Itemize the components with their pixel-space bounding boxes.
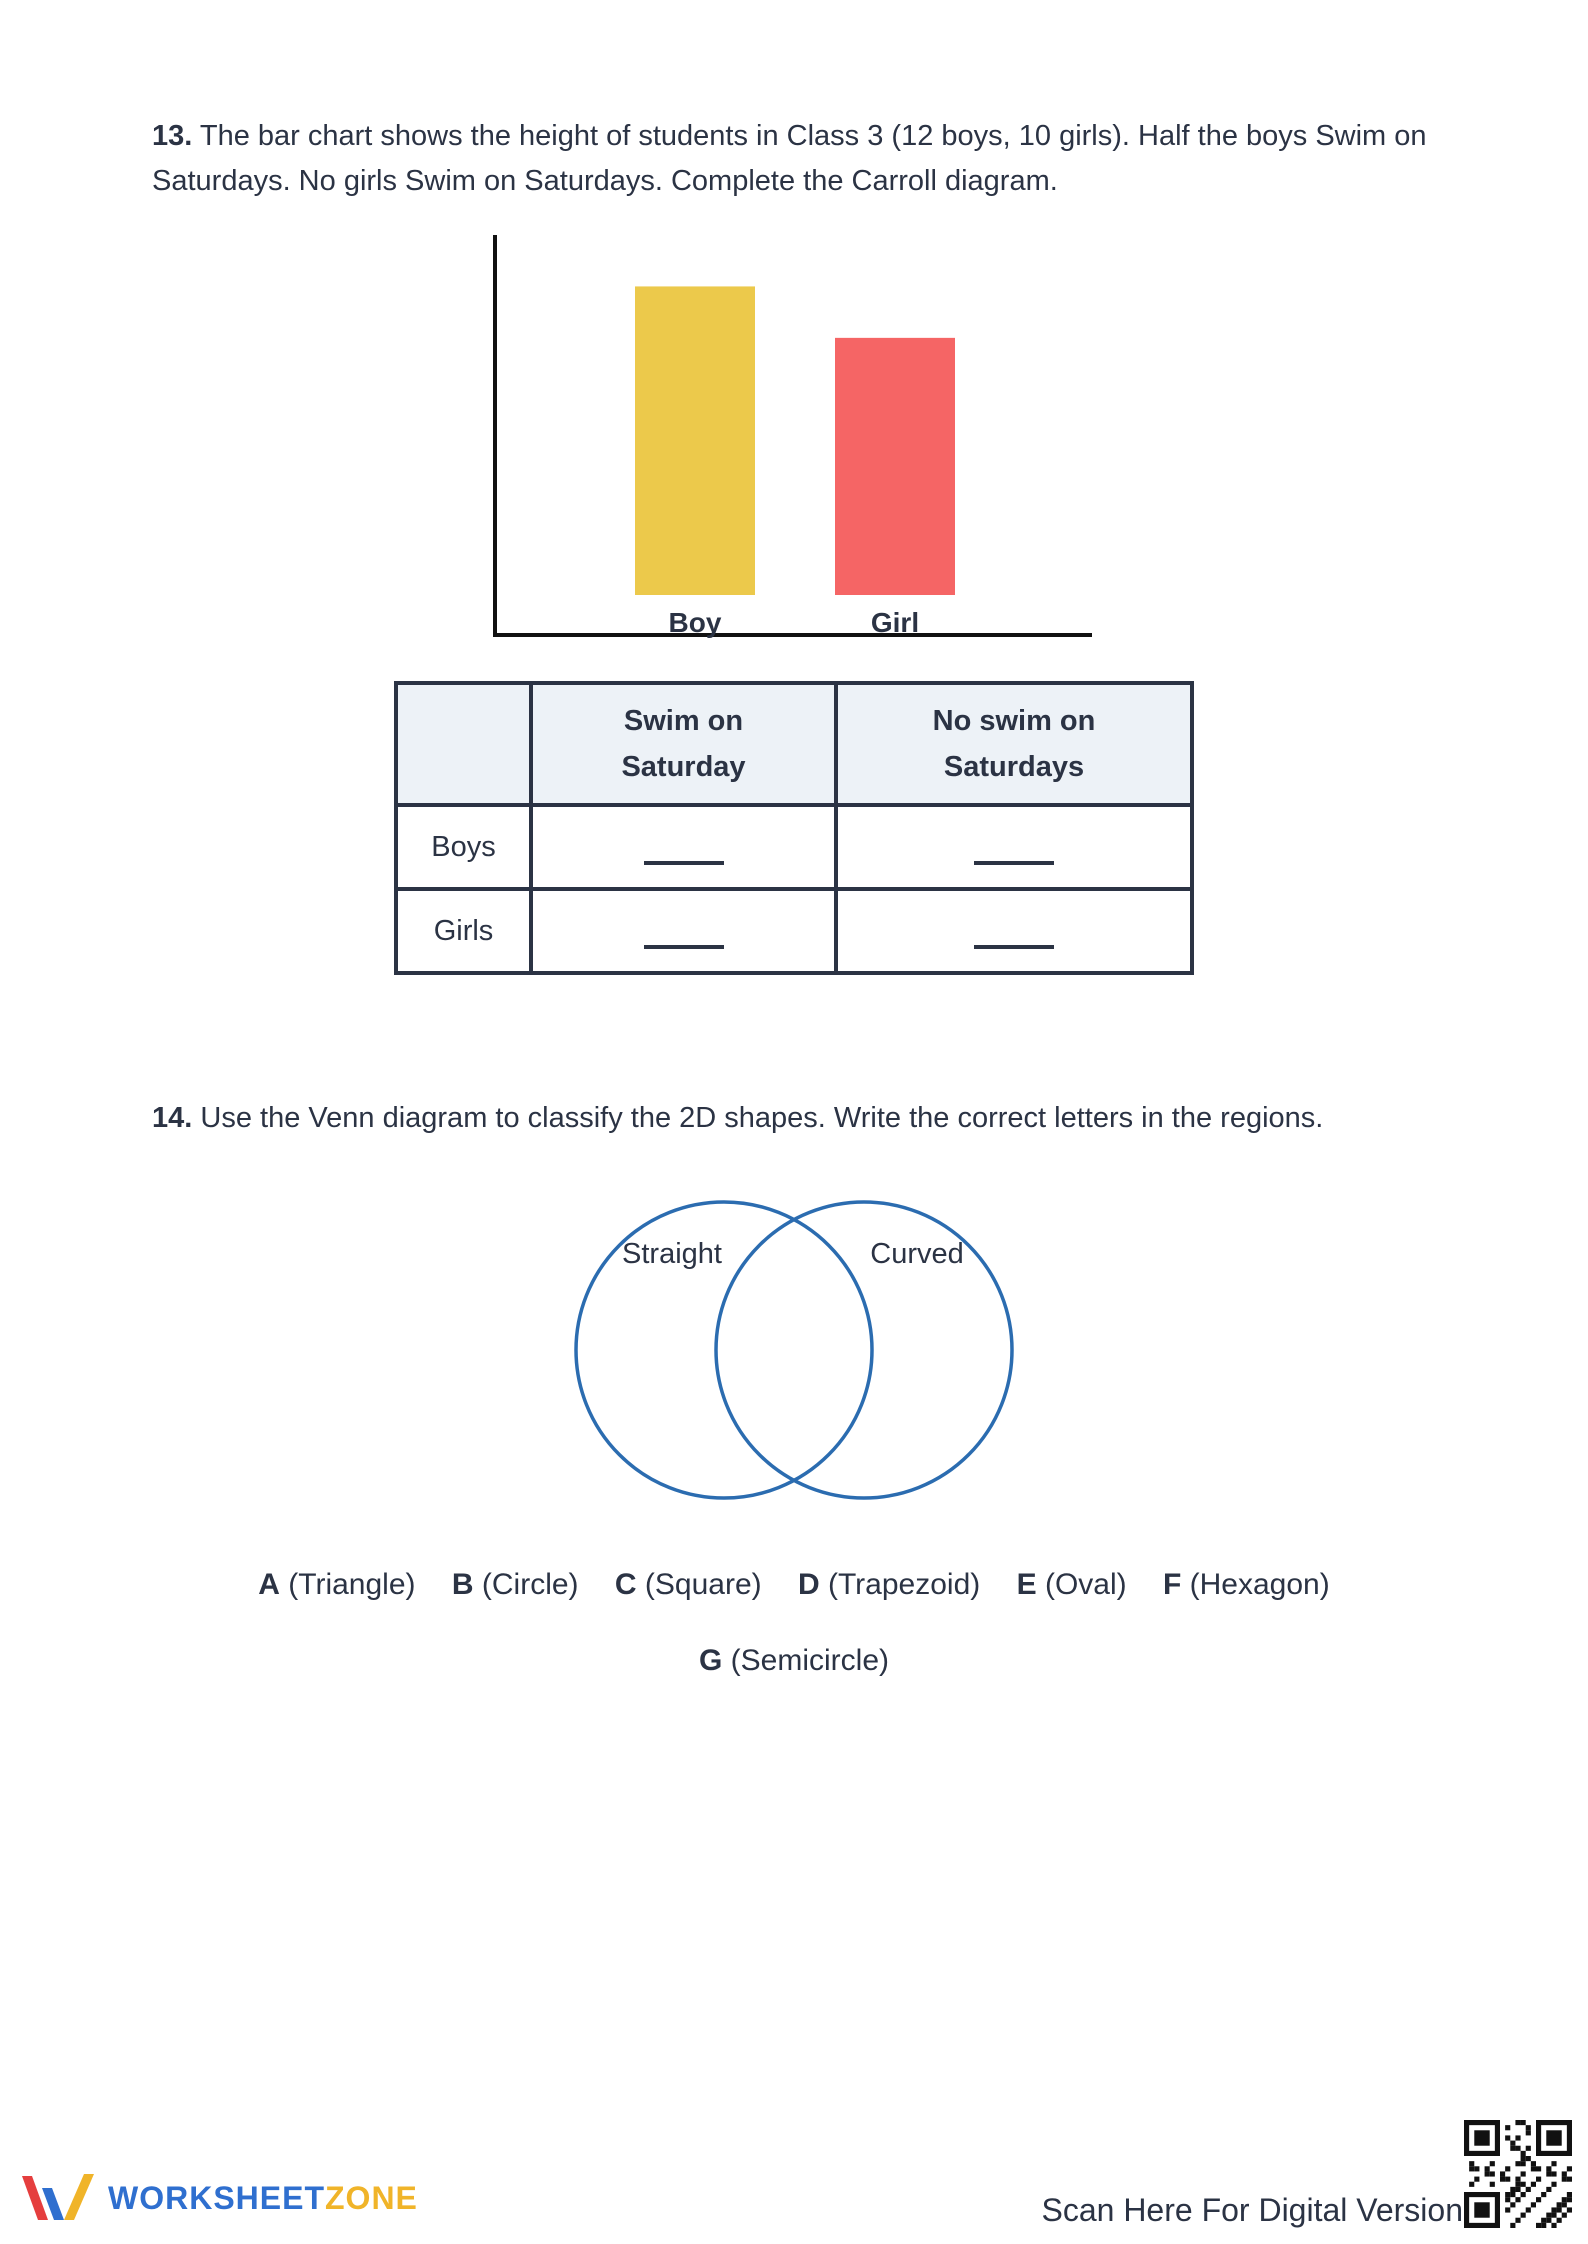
venn-label-straight: Straight	[622, 1238, 722, 1270]
worksheetzone-logo-icon	[18, 2168, 98, 2226]
shape-option-d	[798, 1568, 980, 1601]
brand-name-part2: ZONE	[325, 2180, 418, 2216]
shape-letter: D	[797, 1568, 820, 1601]
bar-boy	[635, 286, 755, 595]
scan-caption: Scan Here For Digital Version	[1041, 2192, 1463, 2228]
shape-name: (Circle)	[481, 1568, 579, 1601]
carroll-row-boys	[396, 805, 1192, 889]
answer-blank[interactable]	[974, 945, 1054, 949]
qr-code-icon[interactable]	[1464, 2120, 1572, 2228]
shape-letter: B	[451, 1568, 474, 1601]
shape-name: (Triangle)	[288, 1568, 416, 1601]
carroll-cell-boys-swim[interactable]	[531, 805, 836, 889]
brand-name	[108, 2180, 418, 2217]
bar-chart	[480, 235, 1100, 655]
carroll-header-no-swim	[836, 683, 1192, 805]
shape-letter: A	[258, 1568, 280, 1601]
question-14-number: 14.	[152, 1102, 193, 1134]
carroll-row-girls	[396, 889, 1192, 973]
shape-option-g	[699, 1644, 889, 1677]
carroll-row-label-boys: Boys	[396, 805, 531, 889]
shape-letter: E	[1016, 1568, 1037, 1601]
carroll-corner-cell	[396, 683, 531, 805]
question-13-number: 13.	[152, 120, 193, 152]
brand-name-part1: WORKSHEET	[108, 2180, 325, 2216]
shape-options-row-2	[0, 1644, 1588, 1678]
shape-option-b	[452, 1568, 579, 1601]
answer-blank[interactable]	[644, 861, 724, 865]
shape-name: (Hexagon)	[1189, 1568, 1330, 1601]
shape-option-f	[1163, 1568, 1330, 1601]
answer-blank[interactable]	[974, 861, 1054, 865]
shape-option-c	[615, 1568, 762, 1601]
shape-name: (Semicircle)	[730, 1644, 890, 1677]
carroll-diagram	[394, 681, 1194, 975]
venn-circle-straight	[576, 1202, 872, 1498]
shape-name: (Trapezoid)	[827, 1568, 981, 1601]
shape-options-row-1	[0, 1568, 1588, 1602]
question-14-body: Use the Venn diagram to classify the 2D shapes. Write the correct letters in the regions.	[200, 1102, 1324, 1134]
question-14-text	[152, 1096, 1452, 1141]
shape-letter: G	[698, 1644, 723, 1677]
shape-option-a	[258, 1568, 415, 1601]
venn-label-curved: Curved	[870, 1238, 964, 1270]
shape-letter: F	[1162, 1568, 1182, 1601]
carroll-header-swim-label: Swim on Saturday	[621, 705, 746, 783]
category-label-girl: Girl	[870, 607, 920, 638]
shape-name: (Oval)	[1044, 1568, 1127, 1601]
carroll-header-row	[396, 683, 1192, 805]
shape-name: (Square)	[644, 1568, 762, 1601]
bar-girl	[835, 338, 955, 595]
question-13-body: The bar chart shows the height of students in Class 3 (12 boys, 10 girls). Half the boys Swim on Saturdays. No girls Swim on Saturdays. Complete the Carroll diagram.	[152, 120, 1427, 197]
venn-diagram	[560, 1190, 1040, 1510]
shape-option-e	[1017, 1568, 1127, 1601]
question-13-text	[152, 114, 1452, 204]
carroll-cell-girls-swim[interactable]	[531, 889, 836, 973]
carroll-header-swim	[531, 683, 836, 805]
carroll-header-no-swim-label: No swim on Saturdays	[932, 705, 1096, 783]
carroll-cell-girls-no-swim[interactable]	[836, 889, 1192, 973]
category-label-boy: Boy	[668, 607, 722, 638]
answer-blank[interactable]	[644, 945, 724, 949]
carroll-cell-boys-no-swim[interactable]	[836, 805, 1192, 889]
carroll-row-label-girls: Girls	[396, 889, 531, 973]
venn-circle-curved	[716, 1202, 1012, 1498]
shape-letter: C	[614, 1568, 637, 1601]
